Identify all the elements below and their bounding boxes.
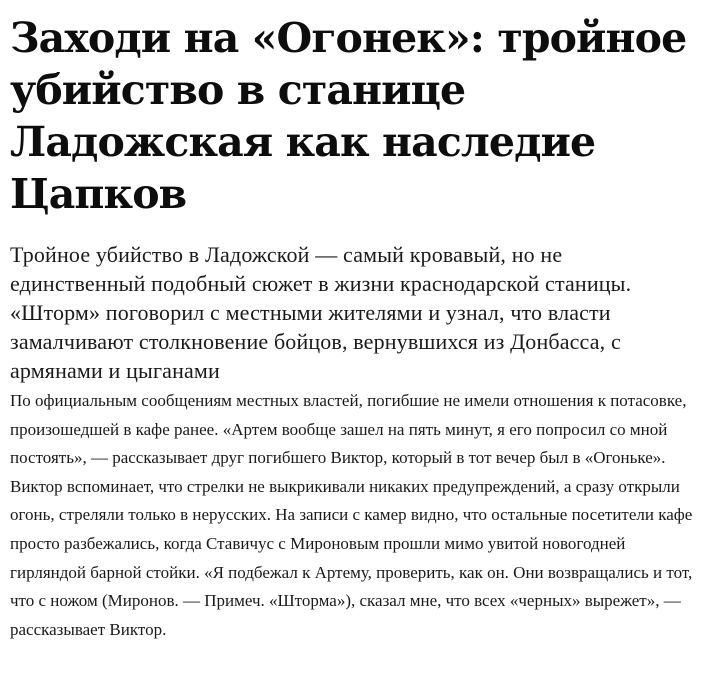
article — [10, 0, 700, 644]
article-lead: Тройное убийство в Ладожской — самый кровавый, но не единственный подобный сюжет в жизни краснодарской станицы. «Шторм» поговорил с местными жителями и узнал, что власти замалчивают столкновение бойцов, вернувшихся из Донбасса, с армянами и цыганами — [10, 242, 632, 383]
article-headline: Заходи на «Огонек»: тройное убийство в станице Ладожская как наследие Цапков — [10, 14, 687, 218]
article-body-paragraph: По официальным сообщениям местных властей, погибшие не имели отношения к потасовке, произошедшей в кафе ранее. «Артем вообще зашел на пять минут, я его попросил со мной постоять», — рассказывает друг погибшего Виктор, который в тот вечер был в «Огоньке». Виктор вспоминает, что стрелки не выкрикивали никаких предупреждений, а сразу открыли огонь, стреляли только в нерусских. На записи с камер видно, что остальные посетители кафе просто разбежались, когда Ставичус с Мироновым прошли мимо увитой новогодней гирляндой барной стойки. «Я подбежал к Артему, проверить, как он. Они возвращались и тот, что с ножом (Миронов. — Примеч. «Шторма»), сказал мне, что всех «черных» вырежет», — рассказывает Виктор. — [10, 391, 693, 639]
